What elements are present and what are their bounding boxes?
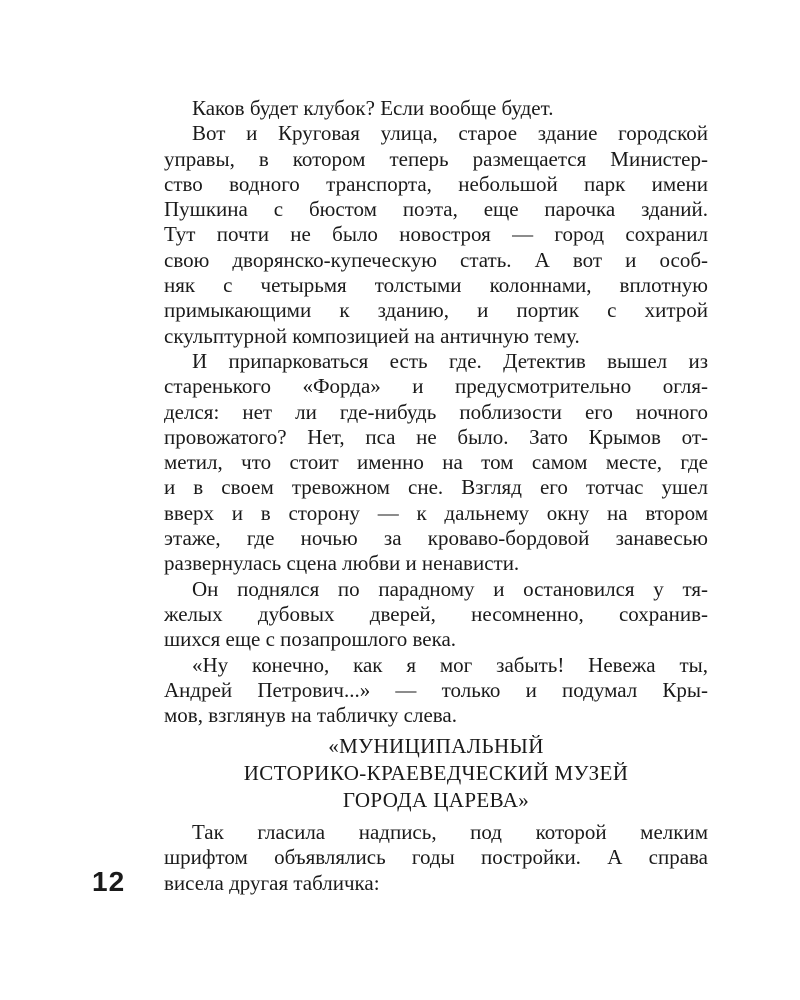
text-line: шрифтом объявлялись годы постройки. А справа xyxy=(164,845,708,870)
paragraph xyxy=(164,96,708,121)
paragraph xyxy=(164,653,708,729)
text-line: И припарковаться есть где. Детектив вышел из xyxy=(192,348,708,373)
text-line: делся: нет ли где-нибудь поблизости его ночного xyxy=(164,399,708,424)
text-line: примыкающими к зданию, и портик с хитрой xyxy=(164,298,708,323)
body-text-top xyxy=(164,96,708,728)
text-line: этаже, где ночью за кроваво-бордовой занавесью xyxy=(164,526,708,551)
text-line: свою дворянско-купеческую стать. А вот и особ- xyxy=(164,247,708,272)
text-line: метил, что стоит именно на том самом месте, где xyxy=(164,450,708,475)
text-line: Пушкина с бюстом поэта, еще парочка зданий. xyxy=(164,197,708,222)
paragraph xyxy=(164,121,708,349)
text-line: ство водного транспорта, небольшой парк имени xyxy=(164,171,708,196)
text-line: мов, взглянув на табличку слева. xyxy=(164,703,457,728)
text-line: желых дубовых дверей, несомненно, сохранив- xyxy=(164,601,708,626)
text-line: Так гласила надпись, под которой мелким xyxy=(192,820,708,844)
text-line: висела другая табличка: xyxy=(164,870,380,895)
text-line: Он поднялся по парадному и остановился у тя- xyxy=(192,576,708,601)
paragraph xyxy=(164,820,708,896)
text-line: Андрей Петрович...» — только и подумал Кры- xyxy=(164,677,708,702)
heading-line: ИСТОРИКО-КРАЕВЕДЧЕСКИЙ МУЗЕЙ xyxy=(243,761,629,785)
text-line: старенького «Форда» и предусмотрительно огля- xyxy=(164,374,708,399)
text-line: шихся еще с позапрошлого века. xyxy=(164,627,457,652)
museum-sign-heading xyxy=(164,733,708,814)
text-line: развернулась сцена любви и ненависти. xyxy=(164,551,520,576)
text-line: «Ну конечно, как я мог забыть! Невежа ты, xyxy=(192,652,708,677)
text-line: Вот и Круговая улица, старое здание городской xyxy=(192,121,708,146)
heading-line: «МУНИЦИПАЛЬНЫЙ xyxy=(328,734,544,758)
text-line: вверх и в сторону — к дальнему окну на втором xyxy=(164,500,708,525)
text-line: провожатого? Нет, пса не было. Зато Крымов от- xyxy=(164,424,708,449)
body-text-bottom xyxy=(164,820,708,896)
page-number: 12 xyxy=(92,866,126,897)
paragraph xyxy=(164,577,708,653)
heading-line: ГОРОДА ЦАРЕВА» xyxy=(342,788,530,812)
text-line: няк с четырьмя толстыми колоннами, вплотную xyxy=(164,273,708,298)
text-line: Тут почти не было новостроя — город сохранил xyxy=(164,222,708,247)
text-line: Каков будет клубок? Если вообще будет. xyxy=(192,96,554,120)
paragraph xyxy=(164,349,708,577)
text-line: и в своем тревожном сне. Взгляд его тотчас ушел xyxy=(164,475,708,500)
text-line: управы, в котором теперь размещается Министер- xyxy=(164,146,708,171)
text-line: скульптурной композицией на античную тему. xyxy=(164,323,580,348)
